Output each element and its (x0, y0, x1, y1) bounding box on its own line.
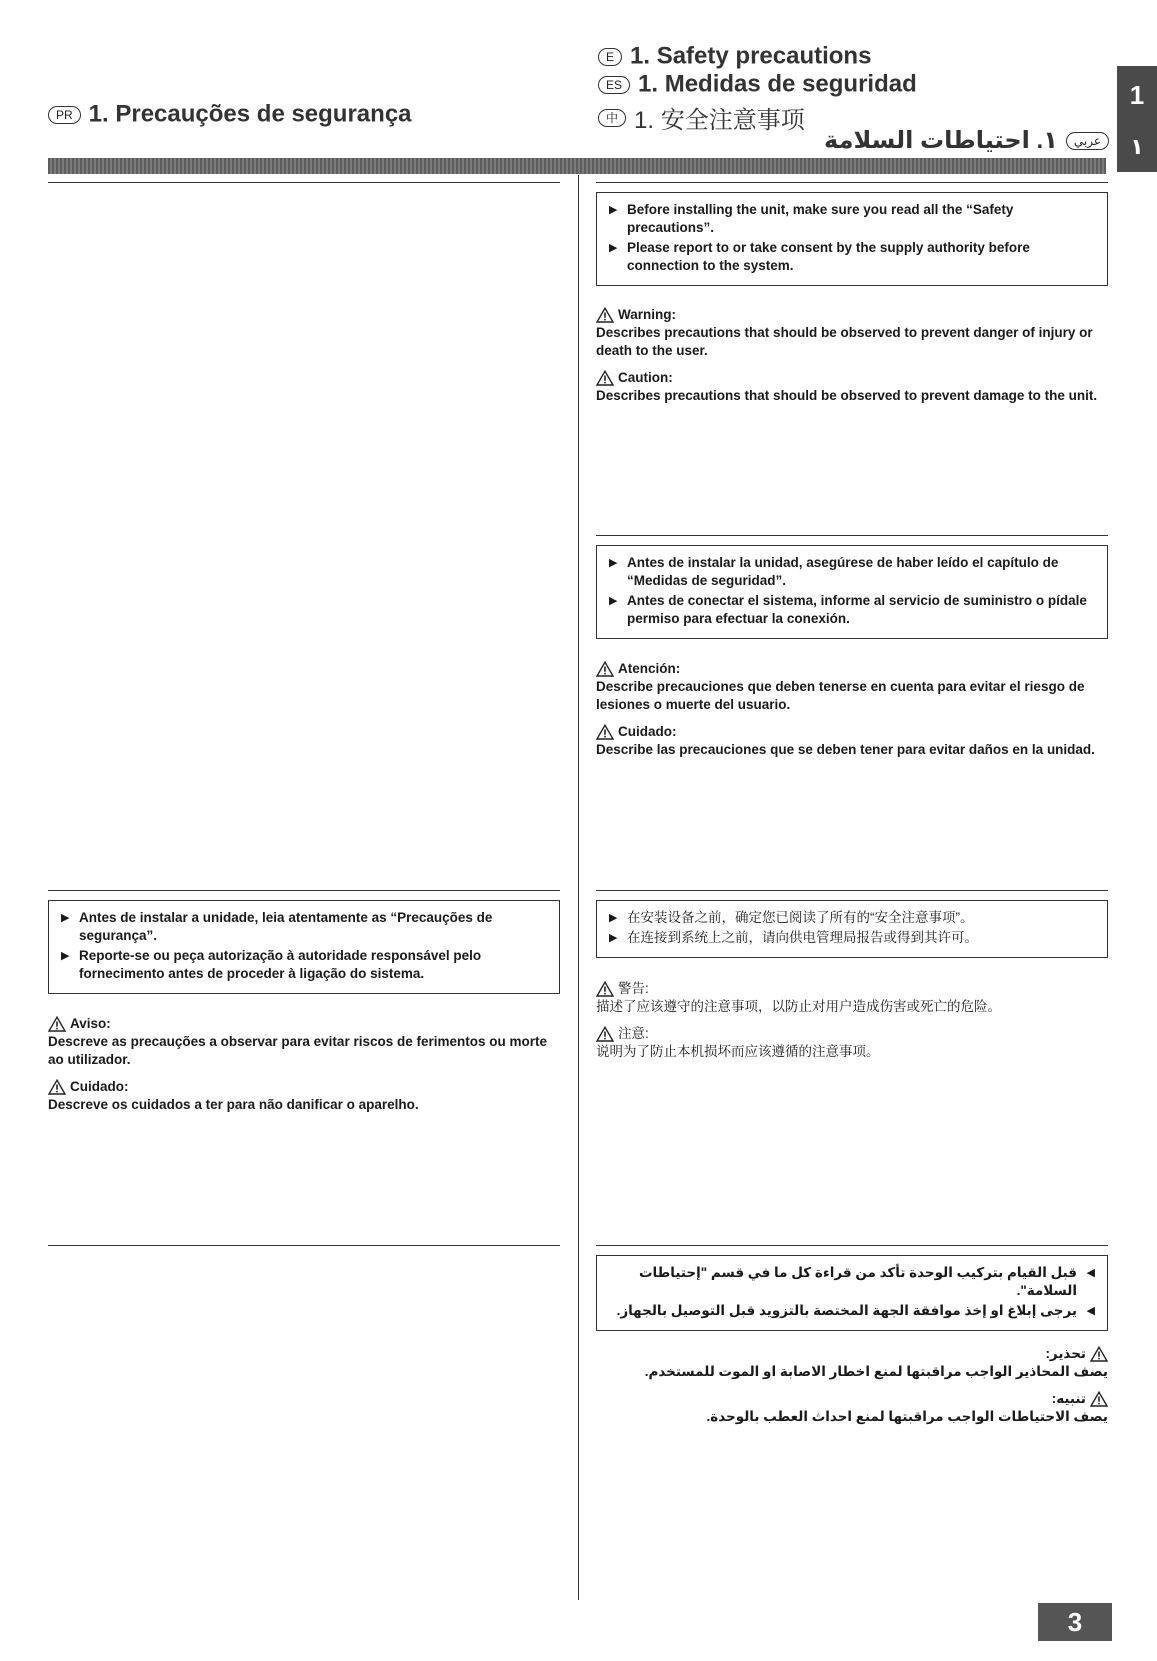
heading-zh-title: 1. 安全注意事项 (634, 107, 805, 134)
play-triangle-icon: ▶ (609, 242, 618, 254)
list-item (609, 592, 1095, 628)
side-tab-number-arabic: ١ (1130, 134, 1144, 159)
rule-right-top (596, 182, 1108, 183)
zh-caution-label (596, 1025, 1108, 1043)
heading-es (598, 70, 917, 99)
lang-badge-zh: 中 (598, 109, 626, 127)
heading-pt-title: 1. Precauções de segurança (88, 100, 412, 128)
zh-notes (596, 980, 1108, 1070)
warning-triangle-icon (48, 1079, 66, 1095)
pt-bullet-1: Antes de instalar a unidade, leia atentamente as “Precauções de segurança”. (79, 910, 493, 943)
warning-triangle-icon (48, 1016, 66, 1032)
es-caution-text: Describe las precauciones que se deben tener para evitar daños en la unidad. (596, 742, 1095, 757)
pt-bullet-2: Reporte-se ou peça autorização à autoridade responsável pelo fornecimento antes de proceder à ligação do sistema. (79, 948, 482, 981)
list-item (61, 909, 547, 945)
list-item (61, 947, 547, 983)
en-bullet-1: Before installing the unit, make sure you read all the “Safety precautions”. (627, 202, 1014, 235)
ar-bullet-2: يرجى إبلاغ او إخذ موافقة الجهة المختصة بالتزويد قبل التوصيل بالجهاز. (616, 1303, 1077, 1318)
list-item (609, 1264, 1095, 1300)
warning-triangle-icon (596, 307, 614, 323)
heading-ar-title: ١. احتياطات السلامة (824, 127, 1058, 155)
warning-label-text: Atención: (618, 661, 681, 676)
es-bullet-2: Antes de conectar el sistema, informe al servicio de suministro o pídale permiso para efectuar la conexión. (627, 593, 1087, 626)
play-triangle-left-icon: ◀ (1086, 1267, 1095, 1279)
en-notes (596, 306, 1108, 414)
en-bullet-box (596, 192, 1108, 286)
es-caution-label (596, 723, 1108, 741)
caution-label-text: 注意: (618, 1026, 649, 1041)
page-number: 3 (1038, 1603, 1112, 1641)
warning-triangle-icon (1090, 1346, 1108, 1362)
play-triangle-icon: ▶ (609, 557, 618, 569)
pt-warning-label (48, 1015, 560, 1033)
rule-left-pt (48, 890, 560, 891)
pt-caution-text: Descreve os cuidados a ter para não danificar o aparelho. (48, 1097, 419, 1112)
play-triangle-icon: ▶ (61, 950, 70, 962)
header-band (48, 158, 1106, 174)
en-bullet-2: Please report to or take consent by the supply authority before connection to the system. (627, 240, 1030, 273)
rule-left-top (48, 182, 560, 183)
list-item (609, 239, 1095, 275)
list-item (609, 201, 1095, 237)
es-bullet-box (596, 545, 1108, 639)
warning-label-text: Warning: (618, 307, 676, 322)
zh-caution-text: 说明为了防止本机损坏而应该遵循的注意事项。 (596, 1044, 880, 1059)
play-triangle-icon: ▶ (609, 595, 618, 607)
caution-label-text: Caution: (618, 370, 673, 385)
play-triangle-icon: ▶ (609, 932, 618, 944)
zh-bullet-1: 在安装设备之前，确定您已阅读了所有的“安全注意事项”。 (627, 910, 974, 925)
zh-bullet-2: 在连接到系统上之前，请向供电管理局报告或得到其许可。 (627, 930, 978, 945)
warning-triangle-icon (596, 724, 614, 740)
en-warning-label (596, 306, 1108, 324)
rule-left-bottom (48, 1245, 560, 1246)
pt-warning-text: Descreve as precauções a observar para evitar riscos de ferimentos ou morte ao utilizador. (48, 1034, 547, 1067)
warning-triangle-icon (596, 1026, 614, 1042)
warning-label-text: Aviso: (70, 1016, 111, 1031)
ar-warning-label (596, 1345, 1108, 1363)
es-warning-label (596, 660, 1108, 678)
ar-caution-text: يصف الاحتياطات الواجب مراقبتها لمنع احداث العطب بالوحدة. (706, 1409, 1108, 1424)
caution-label-text: Cuidado: (618, 724, 677, 739)
play-triangle-icon: ▶ (609, 204, 618, 216)
warning-label-text: 警告: (618, 981, 649, 996)
ar-bullet-box (596, 1255, 1108, 1331)
rule-right-es (596, 535, 1108, 536)
ar-notes (596, 1345, 1108, 1435)
rule-right-ar (596, 1245, 1108, 1246)
rule-right-zh (596, 890, 1108, 891)
lang-badge-es: ES (598, 76, 630, 94)
list-item (609, 909, 1095, 927)
side-tab-number: 1 (1129, 80, 1145, 110)
ar-bullet-1: قبل القيام بتركيب الوحدة تأكد من قراءة كل ما في قسم "إحتياطات السلامة". (638, 1265, 1077, 1298)
column-divider (578, 175, 579, 1600)
list-item (609, 929, 1095, 947)
warning-label-text: تحذير: (1045, 1346, 1086, 1361)
lang-badge-ar: عربي (1066, 132, 1109, 150)
pt-bullet-box (48, 900, 560, 994)
heading-en (598, 42, 871, 71)
en-caution-text: Describes precautions that should be observed to prevent damage to the unit. (596, 388, 1098, 403)
play-triangle-icon: ▶ (61, 912, 70, 924)
pt-caution-label (48, 1078, 560, 1096)
zh-warning-text: 描述了应该遵守的注意事项，以防止对用户造成伤害或死亡的危险。 (596, 999, 1001, 1014)
warning-triangle-icon (596, 661, 614, 677)
ar-warning-text: يصف المحاذير الواجب مراقبتها لمنع اخطار الاصابة او الموت للمستخدم. (644, 1364, 1108, 1379)
en-caution-label (596, 369, 1108, 387)
list-item (609, 554, 1095, 590)
es-bullet-1: Antes de instalar la unidad, asegúrese de haber leído el capítulo de “Medidas de seguridad”. (627, 555, 1059, 588)
heading-es-title: 1. Medidas de seguridad (638, 70, 917, 98)
lang-badge-en: E (598, 48, 622, 66)
caution-label-text: Cuidado: (70, 1079, 129, 1094)
zh-warning-label (596, 980, 1108, 998)
warning-triangle-icon (596, 981, 614, 997)
en-warning-text: Describes precautions that should be observed to prevent danger of injury or death to the user. (596, 325, 1093, 358)
ar-caution-label (596, 1390, 1108, 1408)
caution-label-text: تنبيه: (1051, 1391, 1086, 1406)
heading-ar (824, 126, 1109, 155)
heading-zh (598, 100, 805, 135)
list-item (609, 1302, 1095, 1320)
heading-en-title: 1. Safety precautions (630, 42, 872, 70)
es-warning-text: Describe precauciones que deben tenerse en cuenta para evitar el riesgo de lesiones o muerte del usuario. (596, 679, 1085, 712)
play-triangle-icon: ▶ (609, 912, 618, 924)
warning-triangle-icon (1090, 1391, 1108, 1407)
lang-badge-pt: PR (48, 106, 81, 124)
es-notes (596, 660, 1108, 768)
heading-pt (48, 100, 412, 129)
pt-notes (48, 1015, 560, 1123)
warning-triangle-icon (596, 370, 614, 386)
zh-bullet-box (596, 900, 1108, 958)
play-triangle-left-icon: ◀ (1086, 1305, 1095, 1317)
